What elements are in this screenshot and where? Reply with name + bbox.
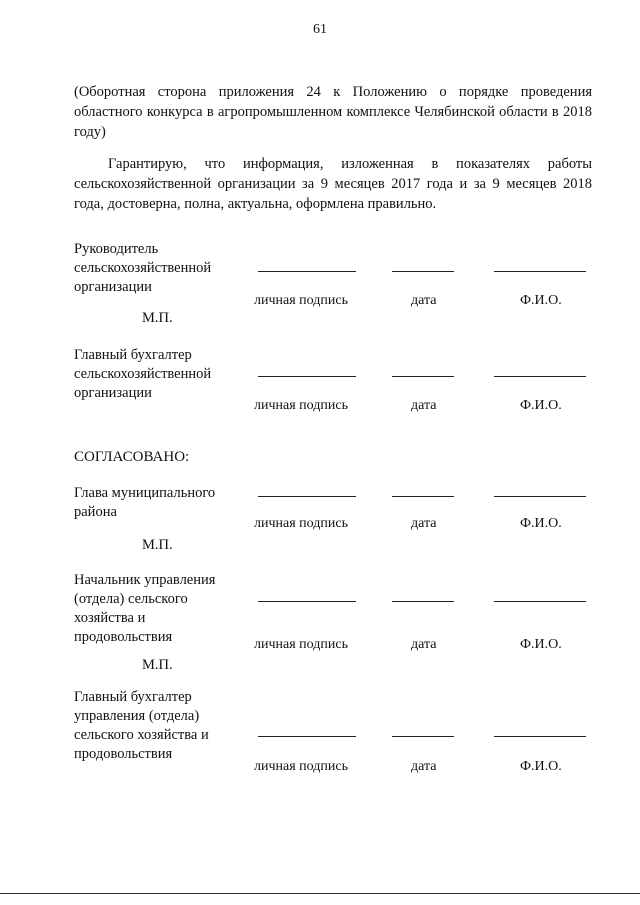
signature-line[interactable] [258, 376, 356, 377]
date-caption: дата [411, 516, 437, 531]
fio-caption: Ф.И.О. [520, 293, 562, 308]
signer-role: Главный бухгалтер сельскохозяйственной организации [74, 347, 212, 401]
fio-line[interactable] [494, 496, 586, 497]
date-line[interactable] [392, 736, 454, 737]
stamp-placeholder: М.П. [142, 310, 173, 326]
signature-caption: личная подпись [254, 398, 348, 413]
fio-line[interactable] [494, 271, 586, 272]
fio-caption: Ф.И.О. [520, 637, 562, 652]
bottom-rule [0, 893, 640, 894]
date-caption: дата [411, 637, 437, 652]
fio-line[interactable] [494, 736, 586, 737]
date-line[interactable] [392, 271, 454, 272]
date-caption: дата [411, 759, 437, 774]
signer-role: Главный бухгалтер управления (отдела) сельского хозяйства и продовольствия [74, 689, 209, 762]
signature-caption: личная подпись [254, 637, 348, 652]
date-line[interactable] [392, 601, 454, 602]
date-caption: дата [411, 398, 437, 413]
intro-paragraph: (Оборотная сторона приложения 24 к Положению о порядке проведения областного конкурса в агропромышленном комплексе Челябинской области в 2018 году) [74, 84, 592, 140]
signature-line[interactable] [258, 601, 356, 602]
fio-caption: Ф.И.О. [520, 516, 562, 531]
stamp-placeholder: М.П. [142, 657, 173, 673]
signature-caption: личная подпись [254, 293, 348, 308]
agreed-heading: СОГЛАСОВАНО: [74, 449, 190, 465]
signature-line[interactable] [258, 496, 356, 497]
date-line[interactable] [392, 496, 454, 497]
signature-caption: личная подпись [254, 516, 348, 531]
date-caption: дата [411, 293, 437, 308]
fio-line[interactable] [494, 376, 586, 377]
date-line[interactable] [392, 376, 454, 377]
stamp-placeholder: М.П. [142, 537, 173, 553]
page-number: 61 [313, 22, 327, 37]
signature-caption: личная подпись [254, 759, 348, 774]
signer-role: Глава муниципального района [74, 485, 216, 520]
signature-line[interactable] [258, 736, 356, 737]
signer-role: Руководитель сельскохозяйственной организации [74, 241, 212, 295]
fio-caption: Ф.И.О. [520, 759, 562, 774]
signer-role: Начальник управления (отдела) сельского хозяйства и продовольствия [74, 572, 216, 645]
fio-caption: Ф.И.О. [520, 398, 562, 413]
guarantee-paragraph: Гарантирую, что информация, изложенная в показателях работы сельскохозяйственной организации за 9 месяцев 2017 года и за 9 месяцев 2018 года, достоверна, полна, актуальна, оформлена правильно. [74, 156, 592, 212]
signature-line[interactable] [258, 271, 356, 272]
fio-line[interactable] [494, 601, 586, 602]
